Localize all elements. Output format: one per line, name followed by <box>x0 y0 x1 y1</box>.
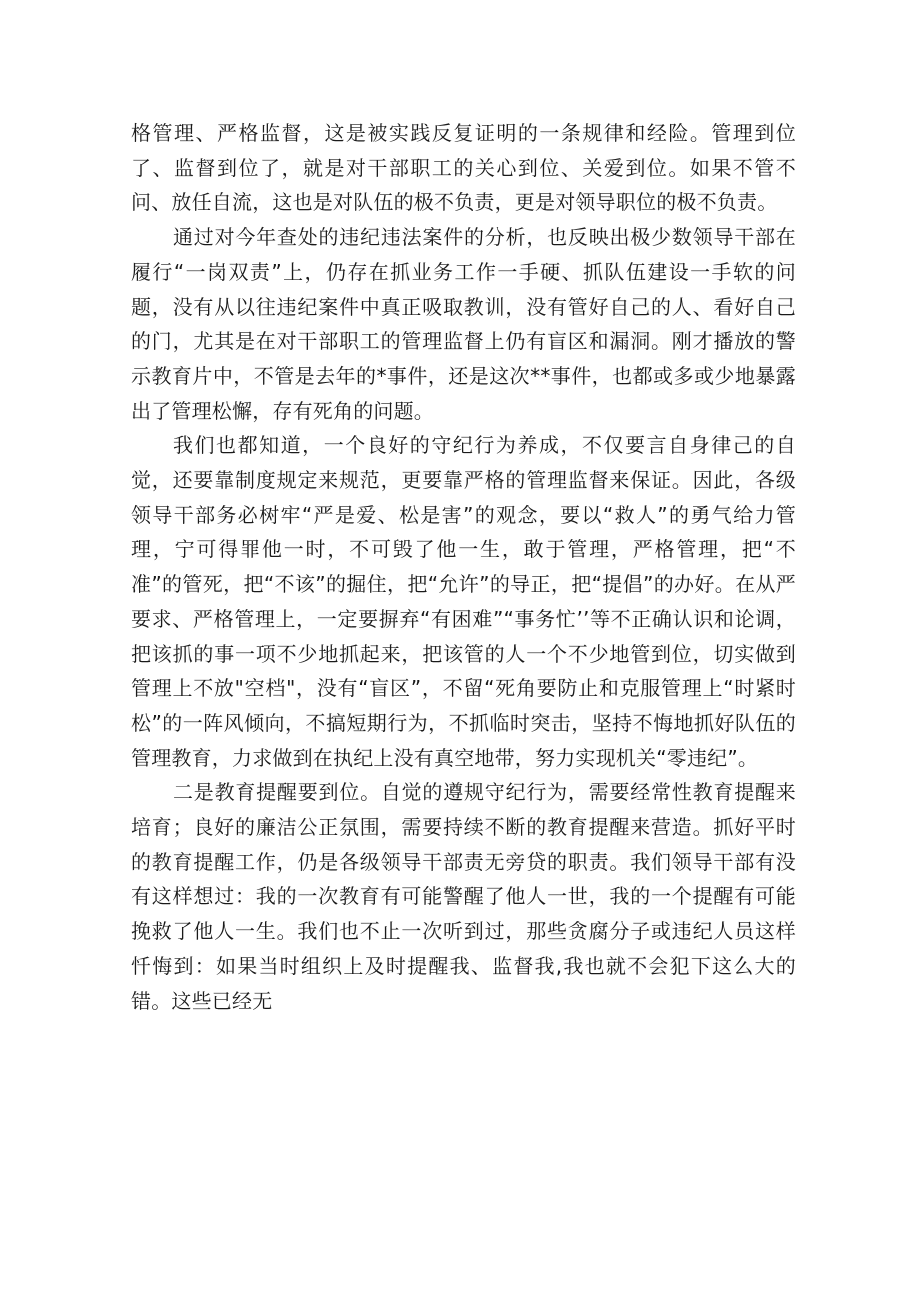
paragraph-2: 通过对今年查处的违纪违法案件的分析，也反映出极少数领导干部在履行“一岗双责”上，仍存在抓业务工作一手硬、抓队伍建设一手软的问题，没有从以往违纪案件中真正吸取教训，没有管好自己的人、看好自己的门，尤其是在对干部职工的管理监督上仍有盲区和漏洞。刚才播放的警示教育片中，不管是去年的*事件，还是这次**事件，也都或多或少地暴露出了管理松懈，存有死角的问题。 <box>131 225 796 423</box>
paragraph-3: 我们也都知道，一个良好的守纪行为养成，不仅要言自身律己的自觉，还要靠制度规定来规范，更要靠严格的管理监督来保证。因此，各级领导干部务必树牢“严是爱、松是害”的观念，要以“救人”的勇气给力管理，宁可得罪他一时，不可毁了他一生，敢于管理，严格管理，把“不准”的管死，把“不该”的掘住，把“允许”的导正，把“提倡”的办好。在从严要求、严格管理上，一定要摒弃“有困难”“事务忙’’等不正确认识和论调，把该抓的事一项不少地抓起来，把该管的人一个不少地管到位，切实做到管理上不放"空档"，没有“盲区”，不留“死角要防止和克服管理上“时紧时松”的一阵风倾向，不搞短期行为，不抓临时突击，坚持不悔地抓好队伍的管理教育，力求做到在执纪上没有真空地带，努力实现机关“零违纪”。 <box>131 433 796 770</box>
document-body <box>131 116 796 1018</box>
paragraph-1: 格管理、严格监督，这是被实践反复证明的一条规律和经险。管理到位了、监督到位了，就是对干部职工的关心到位、关爱到位。如果不管不问、放任自流，这也是对队伍的极不负责，更是对领导职位的极不负责。 <box>131 121 796 215</box>
paragraph-4: 二是教育提醒要到位。自觉的遵规守纪行为，需要经常性教育提醒来培育；良好的廉洁公正氛围，需要持续不断的教育提醒来营造。抓好平时的教育提醒工作，仍是各级领导干部责无旁贷的职责。我们领导干部有没有这样想过：我的一次教育有可能警醒了他人一世，我的一个提醒有可能挽救了他人一生。我们也不止一次听到过，那些贪腐分子或违纪人员这样忏悔到：如果当时组织上及时提醒我、监督我,我也就不会犯下这么大的错。这些已经无 <box>131 780 796 1013</box>
